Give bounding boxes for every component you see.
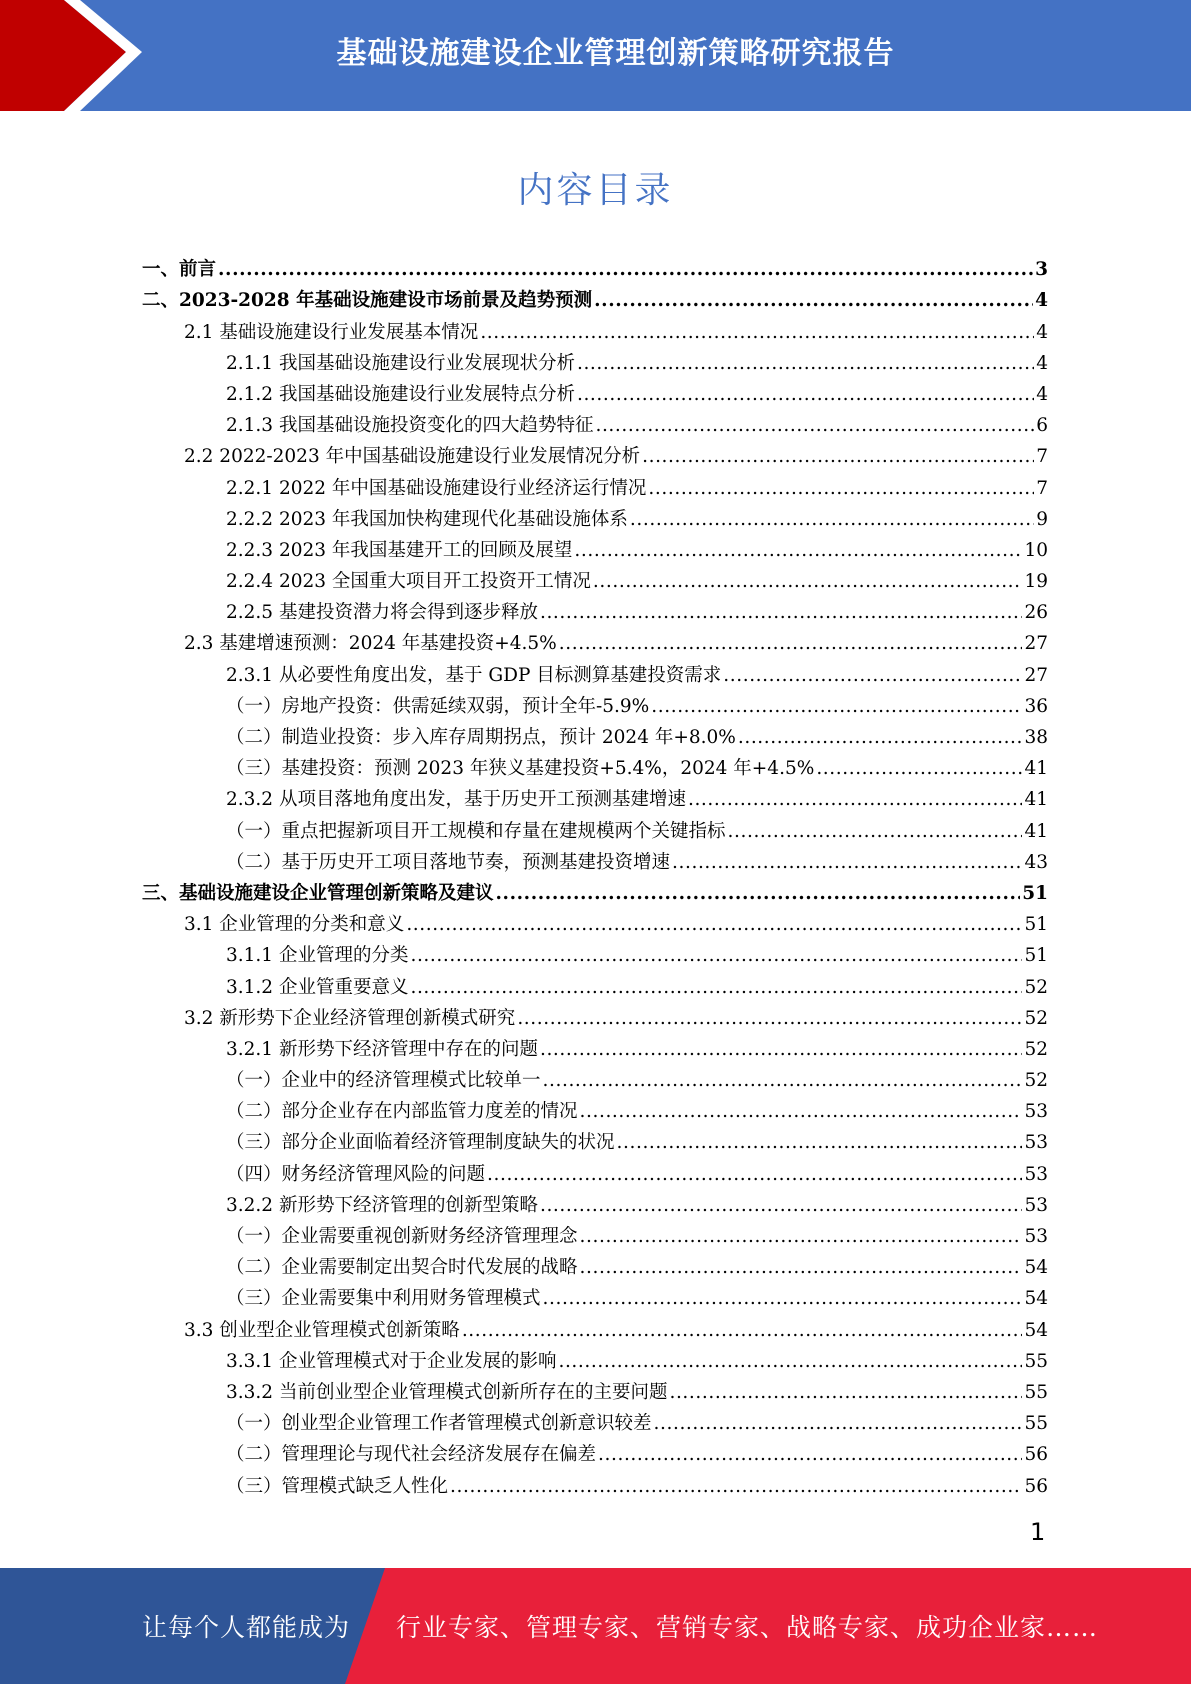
toc-entry-page: 53 xyxy=(1024,1194,1048,1216)
toc-dot-leader xyxy=(580,1098,1023,1126)
toc-entry-page: 6 xyxy=(1036,415,1048,437)
toc-entry-label: （三）企业需要集中利用财务管理模式 xyxy=(226,1288,541,1310)
toc-dot-leader xyxy=(540,1192,1022,1220)
toc-dot-leader xyxy=(540,1036,1022,1064)
toc-entry-label: （二）部分企业存在内部监管力度差的情况 xyxy=(226,1101,578,1123)
toc-entry[interactable] xyxy=(142,409,1048,440)
toc-entry[interactable] xyxy=(142,503,1048,534)
toc-entry[interactable] xyxy=(142,846,1048,877)
toc-entry-page: 55 xyxy=(1024,1350,1048,1372)
toc-dot-leader xyxy=(577,381,1034,409)
toc-entry-page: 7 xyxy=(1036,446,1048,468)
toc-entry-page: 7 xyxy=(1036,477,1048,499)
toc-entry-label: 三、基础设施建设企业管理创新策略及建议 xyxy=(142,882,494,904)
toc-dot-leader xyxy=(450,1473,1022,1501)
toc-entry[interactable] xyxy=(142,1220,1048,1251)
toc-dot-leader xyxy=(580,1254,1023,1282)
toc-entry[interactable] xyxy=(142,814,1048,845)
toc-entry-label: （一）房地产投资：供需延续双弱，预计全年-5.9% xyxy=(226,695,650,717)
toc-dot-leader xyxy=(723,662,1022,690)
toc-dot-leader xyxy=(598,1441,1022,1469)
toc-entry[interactable] xyxy=(142,908,1048,939)
toc-entry-page: 36 xyxy=(1024,695,1048,717)
toc-entry-page: 41 xyxy=(1024,820,1048,842)
toc-dot-leader xyxy=(540,599,1022,627)
toc-entry[interactable] xyxy=(142,1095,1048,1126)
toc-dot-leader xyxy=(593,568,1023,596)
toc-entry[interactable] xyxy=(142,752,1048,783)
toc-entry-page: 41 xyxy=(1024,789,1048,811)
footer-slogan-left: 让每个人都能成为 xyxy=(142,1613,351,1642)
toc-entry[interactable] xyxy=(142,1282,1048,1313)
footer-banner xyxy=(0,1568,1191,1684)
toc-dot-leader xyxy=(672,849,1022,877)
toc-entry-page: 55 xyxy=(1024,1413,1048,1435)
toc-entry-page: 53 xyxy=(1024,1226,1048,1247)
toc-dot-leader xyxy=(543,1067,1023,1095)
toc-entry-page: 26 xyxy=(1024,602,1048,624)
toc-entry[interactable] xyxy=(142,1033,1048,1064)
toc-entry[interactable] xyxy=(142,315,1048,346)
toc-entry[interactable] xyxy=(142,1251,1048,1282)
toc-entry-page: 54 xyxy=(1024,1319,1048,1341)
toc-entry-label: （二）制造业投资：步入库存周期拐点，预计 2024 年+8.0% xyxy=(226,727,736,748)
toc-dot-leader xyxy=(517,1005,1022,1033)
toc-entry[interactable] xyxy=(142,783,1048,814)
toc-dot-leader xyxy=(559,630,1023,658)
toc-entry[interactable] xyxy=(142,1064,1048,1095)
toc-dot-leader xyxy=(651,693,1022,721)
toc-entry-label: 3.3.2 当前创业型企业管理模式创新所存在的主要问题 xyxy=(226,1381,668,1403)
header-banner xyxy=(0,0,1191,111)
toc-entry-page: 41 xyxy=(1024,758,1048,780)
toc-entry-page: 55 xyxy=(1024,1381,1048,1403)
toc-entry-label: （三）基建投资：预测 2023 年狭义基建投资+5.4%，2024 年+4.5% xyxy=(226,758,815,780)
toc-entry-page: 4 xyxy=(1036,321,1048,343)
toc-entry-label: （一）企业中的经济管理模式比较单一 xyxy=(226,1070,541,1092)
toc-dot-leader xyxy=(728,818,1023,846)
toc-dot-leader xyxy=(218,256,1033,284)
toc-entry-label: 3.2.1 新形势下经济管理中存在的问题 xyxy=(226,1038,538,1060)
toc-entry-label: 2.2.2 2023 年我国加快构建现代化基础设施体系 xyxy=(226,508,628,530)
toc-entry-page: 52 xyxy=(1024,1038,1048,1060)
toc-entry[interactable] xyxy=(142,565,1048,596)
toc-entry-page: 52 xyxy=(1024,976,1048,998)
toc-dot-leader xyxy=(577,350,1034,378)
toc-entry-page: 51 xyxy=(1024,945,1048,967)
toc-entry[interactable] xyxy=(142,690,1048,721)
toc-entry-label: 一、前言 xyxy=(142,259,217,281)
toc-dot-leader xyxy=(543,1285,1023,1313)
toc-entry[interactable] xyxy=(142,378,1048,409)
toc-entry-label: 2.1.3 我国基础设施投资变化的四大趋势特征 xyxy=(226,415,594,437)
toc-dot-leader xyxy=(630,506,1034,534)
toc-entry[interactable] xyxy=(142,1376,1048,1407)
toc-entry[interactable] xyxy=(142,939,1048,970)
toc-entry-page: 56 xyxy=(1024,1444,1048,1466)
toc-entry-label: （三）部分企业面临着经济管理制度缺失的状况 xyxy=(226,1132,615,1154)
toc-entry-label: 3.1.1 企业管理的分类 xyxy=(226,945,409,967)
toc-entry-label: （一）创业型企业管理工作者管理模式创新意识较差 xyxy=(226,1413,652,1435)
toc-entry[interactable] xyxy=(142,284,1048,315)
page-number: 1 xyxy=(1030,1518,1046,1546)
toc-entry-label: 3.1 企业管理的分类和意义 xyxy=(184,914,405,936)
toc-entry-label: 3.1.2 企业管重要意义 xyxy=(226,976,409,998)
toc-entry[interactable] xyxy=(142,877,1048,908)
toc-entry[interactable] xyxy=(142,1345,1048,1376)
toc-entry-label: 2.2.1 2022 年中国基础设施建设行业经济运行情况 xyxy=(226,477,647,499)
toc-entry-page: 53 xyxy=(1024,1163,1048,1185)
toc-dot-leader xyxy=(410,974,1022,1002)
toc-entry-label: 2.3.1 从必要性角度出发，基于 GDP 目标测算基建投资需求 xyxy=(226,664,722,686)
toc-entry-label: 3.2.2 新形势下经济管理的创新型策略 xyxy=(226,1194,538,1216)
toc-dot-leader xyxy=(496,880,1021,908)
toc-entry-label: （二）企业需要制定出契合时代发展的战略 xyxy=(226,1257,578,1279)
toc-dot-leader xyxy=(669,1379,1022,1407)
toc-dot-leader xyxy=(480,319,1034,347)
toc-dot-leader xyxy=(487,1161,1022,1189)
toc-entry[interactable] xyxy=(142,1157,1048,1188)
toc-entry[interactable] xyxy=(142,253,1048,284)
toc-entry-page: 4 xyxy=(1036,383,1048,405)
toc-heading: 内容目录 xyxy=(517,170,674,211)
toc-entry-label: （一）企业需要重视创新财务经济管理理念 xyxy=(226,1226,578,1247)
toc-entry-page: 19 xyxy=(1024,571,1048,593)
toc-entry-page: 38 xyxy=(1024,727,1048,748)
toc-entry-page: 51 xyxy=(1022,882,1048,904)
toc-entry-page: 56 xyxy=(1024,1475,1048,1497)
toc-dot-leader xyxy=(816,755,1022,783)
toc-entry[interactable] xyxy=(142,1126,1048,1157)
toc-entry-label: 2.2.4 2023 全国重大项目开工投资开工情况 xyxy=(226,571,591,593)
toc-entry-page: 3 xyxy=(1035,259,1048,281)
toc-entry-page: 27 xyxy=(1024,633,1048,655)
toc-entry[interactable] xyxy=(142,1313,1048,1344)
toc-entry-page: 53 xyxy=(1024,1101,1048,1123)
toc-entry[interactable] xyxy=(142,1469,1048,1500)
toc-entry[interactable] xyxy=(142,627,1048,658)
toc-dot-leader xyxy=(738,724,1023,752)
footer-slogan-right: 行业专家、管理专家、营销专家、战略专家、成功企业家…… xyxy=(396,1613,1099,1642)
toc-entry-label: （一）重点把握新项目开工规模和存量在建规模两个关键指标 xyxy=(226,820,726,842)
toc-entry[interactable] xyxy=(142,596,1048,627)
toc-entry-label: （二）基于历史开工项目落地节奏，预测基建投资增速 xyxy=(226,851,671,873)
toc-entry-page: 52 xyxy=(1024,1070,1048,1092)
toc-entry-page: 52 xyxy=(1024,1007,1048,1029)
toc-entry-label: 2.2 2022-2023 年中国基础设施建设行业发展情况分析 xyxy=(184,446,641,468)
toc-entry-label: （四）财务经济管理风险的问题 xyxy=(226,1163,486,1185)
toc-dot-leader xyxy=(406,911,1022,939)
toc-entry-page: 51 xyxy=(1024,914,1048,936)
toc-entry[interactable] xyxy=(142,471,1048,502)
toc-entry-label: 2.2.5 基建投资潜力将会得到逐步释放 xyxy=(226,602,538,624)
toc-dot-leader xyxy=(574,537,1022,565)
toc-entry-label: （二）管理理论与现代社会经济发展存在偏差 xyxy=(226,1444,597,1466)
toc-entry-page: 9 xyxy=(1036,508,1048,530)
toc-entry[interactable] xyxy=(142,970,1048,1001)
toc-entry-page: 54 xyxy=(1024,1257,1048,1279)
toc-dot-leader xyxy=(642,443,1034,471)
toc-entry[interactable] xyxy=(142,347,1048,378)
toc-dot-leader xyxy=(595,412,1034,440)
toc-dot-leader xyxy=(617,1129,1023,1157)
toc-entry[interactable] xyxy=(142,1407,1048,1438)
toc-dot-leader xyxy=(580,1223,1023,1251)
toc-dot-leader xyxy=(688,786,1022,814)
table-of-contents xyxy=(142,253,1048,1501)
toc-entry-page: 54 xyxy=(1024,1288,1048,1310)
toc-dot-leader xyxy=(462,1317,1023,1345)
toc-dot-leader xyxy=(594,287,1033,315)
toc-dot-leader xyxy=(648,475,1034,503)
toc-entry-page: 27 xyxy=(1024,664,1048,686)
toc-entry[interactable] xyxy=(142,1002,1048,1033)
toc-entry-label: （三）管理模式缺乏人性化 xyxy=(226,1475,449,1497)
toc-entry-page: 10 xyxy=(1024,539,1048,561)
toc-entry-page: 4 xyxy=(1036,352,1048,374)
toc-entry-label: 2.1 基础设施建设行业发展基本情况 xyxy=(184,321,479,343)
toc-entry[interactable] xyxy=(142,1189,1048,1220)
toc-entry-label: 2.1.2 我国基础设施建设行业发展特点分析 xyxy=(226,383,575,405)
report-title: 基础设施建设企业管理创新策略研究报告 xyxy=(336,36,895,71)
toc-entry-page: 53 xyxy=(1024,1132,1048,1154)
toc-entry-label: 二、2023-2028 年基础设施建设市场前景及趋势预测 xyxy=(142,290,593,312)
toc-entry[interactable] xyxy=(142,534,1048,565)
toc-dot-leader xyxy=(410,942,1022,970)
toc-entry[interactable] xyxy=(142,658,1048,689)
toc-entry-label: 2.3 基建增速预测：2024 年基建投资+4.5% xyxy=(184,633,557,655)
toc-entry-label: 3.3.1 企业管理模式对于企业发展的影响 xyxy=(226,1350,557,1372)
toc-entry[interactable] xyxy=(142,1438,1048,1469)
toc-dot-leader xyxy=(558,1348,1022,1376)
toc-entry-page: 43 xyxy=(1024,851,1048,873)
toc-entry-label: 3.2 新形势下企业经济管理创新模式研究 xyxy=(184,1007,516,1029)
toc-entry-label: 2.3.2 从项目落地角度出发，基于历史开工预测基建增速 xyxy=(226,789,686,811)
toc-entry[interactable] xyxy=(142,440,1048,471)
toc-entry-label: 2.1.1 我国基础设施建设行业发展现状分析 xyxy=(226,352,575,374)
toc-entry-page: 4 xyxy=(1035,290,1048,312)
toc-entry-label: 3.3 创业型企业管理模式创新策略 xyxy=(184,1319,460,1341)
toc-dot-leader xyxy=(654,1410,1023,1438)
toc-entry-label: 2.2.3 2023 年我国基建开工的回顾及展望 xyxy=(226,539,573,561)
toc-entry[interactable] xyxy=(142,721,1048,752)
